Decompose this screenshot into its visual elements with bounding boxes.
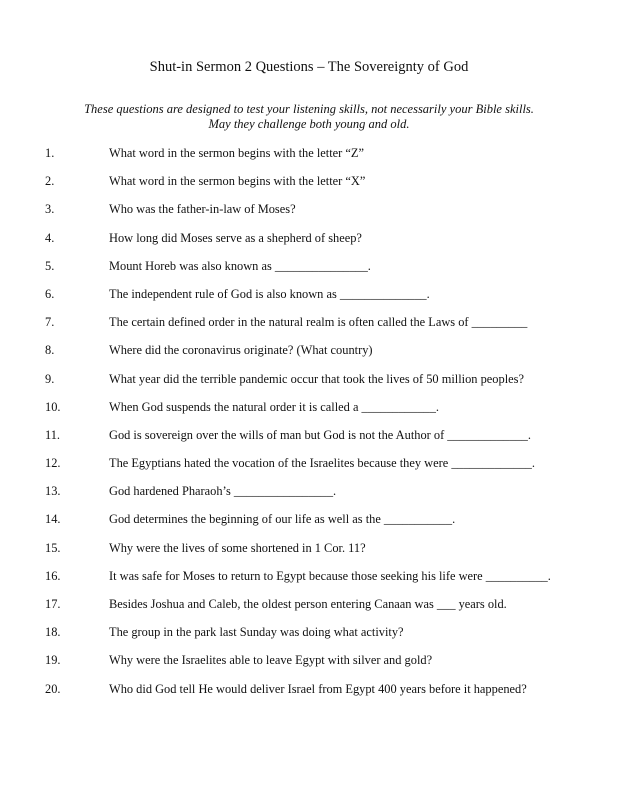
question-number: 15. bbox=[45, 540, 61, 555]
question-text: God is sovereign over the wills of man but God is not the Author of _____________. bbox=[109, 427, 531, 442]
question-number: 9. bbox=[45, 371, 55, 386]
question-item bbox=[0, 569, 618, 597]
question-text: The Egyptians hated the vocation of the Israelites because they were _____________. bbox=[109, 456, 535, 471]
question-number: 4. bbox=[45, 230, 55, 245]
question-number: 11. bbox=[45, 427, 61, 442]
question-number: 12. bbox=[45, 456, 61, 471]
question-text: What word in the sermon begins with the letter “X” bbox=[109, 174, 366, 189]
question-text: When God suspends the natural order it is called a ____________. bbox=[109, 399, 439, 414]
question-item bbox=[0, 400, 618, 428]
question-item bbox=[0, 343, 618, 371]
question-text: What year did the terrible pandemic occur that took the lives of 50 million peoples? bbox=[109, 371, 524, 386]
question-text: Who did God tell He would deliver Israel from Egypt 400 years before it happened? bbox=[109, 681, 527, 696]
question-number: 19. bbox=[45, 653, 61, 668]
question-text: The independent rule of God is also known as ______________. bbox=[109, 286, 430, 301]
question-number: 18. bbox=[45, 625, 61, 640]
question-item bbox=[0, 259, 618, 287]
intro-line: These questions are designed to test your listening skills, not necessarily your Bible skills. bbox=[84, 102, 534, 116]
question-item bbox=[0, 456, 618, 484]
question-number: 8. bbox=[45, 343, 55, 358]
question-item bbox=[0, 315, 618, 343]
question-list bbox=[0, 146, 618, 710]
page-title: Shut-in Sermon 2 Questions – The Sovereignty of God bbox=[149, 59, 469, 75]
question-text: The certain defined order in the natural realm is often called the Laws of _________ bbox=[109, 315, 528, 330]
question-number: 10. bbox=[45, 399, 61, 414]
question-item bbox=[0, 372, 618, 400]
question-text: Who was the father-in-law of Moses? bbox=[109, 202, 296, 217]
question-item bbox=[0, 146, 618, 174]
question-number: 16. bbox=[45, 568, 61, 583]
question-text: Why were the Israelites able to leave Egypt with silver and gold? bbox=[109, 653, 433, 668]
question-text: Besides Joshua and Caleb, the oldest person entering Canaan was ___ years old. bbox=[109, 597, 507, 611]
question-number: 13. bbox=[45, 484, 61, 499]
question-item bbox=[0, 428, 618, 456]
intro-line: May they challenge both young and old. bbox=[208, 117, 410, 131]
question-text: God determines the beginning of our life as well as the ___________. bbox=[109, 512, 456, 527]
question-number: 2. bbox=[45, 174, 55, 189]
question-text: Where did the coronavirus originate? (What country) bbox=[109, 343, 373, 358]
question-number: 3. bbox=[45, 202, 55, 217]
question-item bbox=[0, 682, 618, 710]
question-number: 14. bbox=[45, 512, 61, 527]
question-item bbox=[0, 597, 618, 625]
question-item bbox=[0, 541, 618, 569]
question-number: 7. bbox=[45, 315, 55, 330]
question-number: 20. bbox=[45, 681, 61, 696]
question-text: Why were the lives of some shortened in 1 Cor. 11? bbox=[109, 540, 366, 555]
question-text: How long did Moses serve as a shepherd of sheep? bbox=[109, 230, 362, 245]
question-item bbox=[0, 202, 618, 230]
question-item bbox=[0, 512, 618, 540]
question-number: 1. bbox=[45, 146, 55, 160]
question-item bbox=[0, 174, 618, 202]
question-text: It was safe for Moses to return to Egypt because those seeking his life were __________. bbox=[109, 568, 551, 583]
question-number: 17. bbox=[45, 597, 61, 611]
question-item bbox=[0, 653, 618, 681]
question-number: 6. bbox=[45, 286, 55, 301]
question-text: What word in the sermon begins with the letter “Z” bbox=[109, 146, 364, 160]
question-item bbox=[0, 231, 618, 259]
question-number: 5. bbox=[45, 258, 55, 273]
question-item bbox=[0, 484, 618, 512]
intro-text bbox=[60, 102, 558, 132]
question-text: Mount Horeb was also known as _______________. bbox=[109, 258, 371, 273]
question-text: The group in the park last Sunday was doing what activity? bbox=[109, 625, 404, 640]
question-item bbox=[0, 287, 618, 315]
question-item bbox=[0, 625, 618, 653]
question-text: God hardened Pharaoh’s ________________. bbox=[109, 484, 337, 499]
